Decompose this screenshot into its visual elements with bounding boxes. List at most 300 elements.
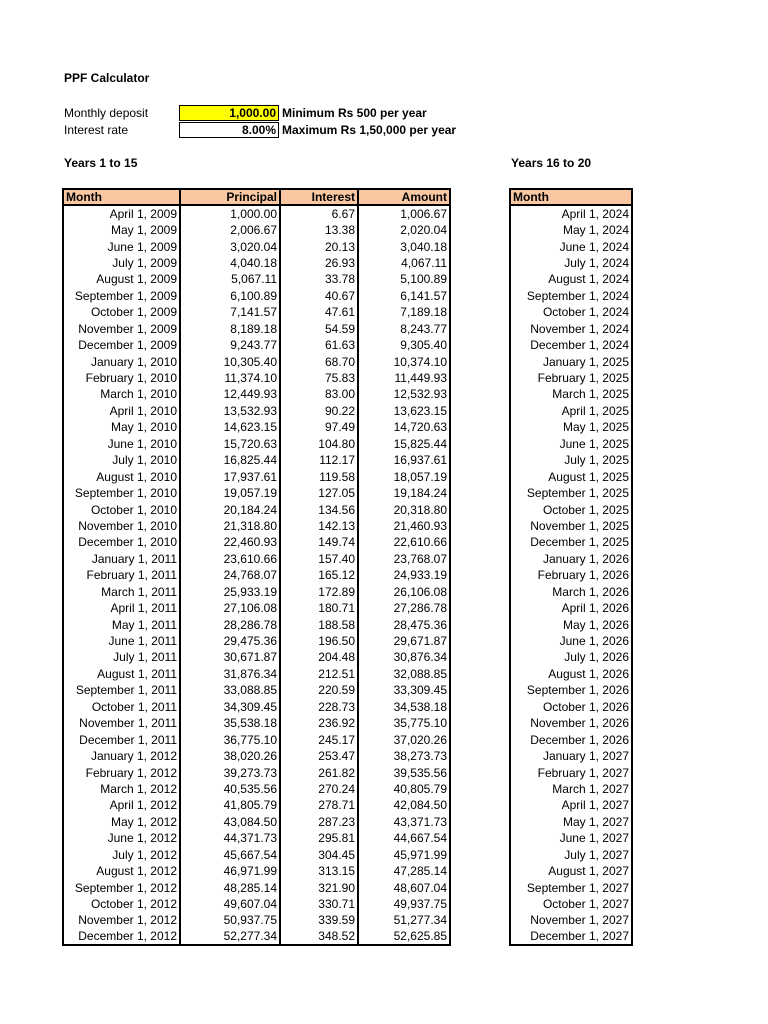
amount-cell: 40,805.79 (358, 781, 450, 797)
interest-cell: 13.38 (280, 222, 358, 238)
amount-cell: 45,971.99 (358, 847, 450, 863)
month-cell: August 1, 2010 (63, 468, 180, 484)
month-cell: October 1, 2026 (510, 699, 632, 715)
amount-cell: 35,775.10 (358, 715, 450, 731)
interest-cell: 188.58 (280, 616, 358, 632)
interest-cell: 33.78 (280, 271, 358, 287)
table-row (63, 518, 450, 534)
principal-cell: 6,100.89 (180, 288, 280, 304)
table-row (63, 847, 450, 863)
amount-cell: 47,285.14 (358, 863, 450, 879)
month-cell: May 1, 2026 (510, 616, 632, 632)
interest-cell: 54.59 (280, 321, 358, 337)
second-table-header (510, 189, 632, 205)
principal-cell: 38,020.26 (180, 748, 280, 764)
principal-cell: 49,607.04 (180, 896, 280, 912)
interest-cell: 40.67 (280, 288, 358, 304)
header-month-right: Month (510, 189, 632, 205)
month-cell: November 1, 2024 (510, 321, 632, 337)
month-cell: April 1, 2009 (63, 205, 180, 221)
amount-cell: 1,006.67 (358, 205, 450, 221)
month-cell: April 1, 2026 (510, 600, 632, 616)
table-row (63, 731, 450, 747)
amount-cell: 7,189.18 (358, 304, 450, 320)
month-cell: October 1, 2024 (510, 304, 632, 320)
table-row (63, 403, 450, 419)
month-cell: February 1, 2026 (510, 567, 632, 583)
month-cell: September 1, 2026 (510, 682, 632, 698)
principal-cell: 35,538.18 (180, 715, 280, 731)
amount-cell: 6,141.57 (358, 288, 450, 304)
header-principal: Principal (180, 189, 280, 205)
interest-cell: 196.50 (280, 633, 358, 649)
interest-cell: 253.47 (280, 748, 358, 764)
principal-cell: 8,189.18 (180, 321, 280, 337)
table-row (63, 205, 450, 221)
interest-cell: 90.22 (280, 403, 358, 419)
main-table (62, 188, 451, 946)
month-cell: December 1, 2026 (510, 731, 632, 747)
principal-cell: 7,141.57 (180, 304, 280, 320)
principal-cell: 4,040.18 (180, 255, 280, 271)
month-cell: June 1, 2011 (63, 633, 180, 649)
table-row (63, 929, 450, 945)
month-cell: December 1, 2024 (510, 337, 632, 353)
month-cell: August 1, 2012 (63, 863, 180, 879)
table-row (63, 748, 450, 764)
month-cell: February 1, 2012 (63, 764, 180, 780)
month-cell: March 1, 2027 (510, 781, 632, 797)
table-row (63, 288, 450, 304)
principal-cell: 48,285.14 (180, 879, 280, 895)
table-row (510, 321, 632, 337)
principal-cell: 17,937.61 (180, 468, 280, 484)
amount-cell: 27,286.78 (358, 600, 450, 616)
table-row (63, 501, 450, 517)
table-row (510, 748, 632, 764)
monthly-deposit-label: Monthly deposit (64, 106, 149, 120)
month-cell: December 1, 2009 (63, 337, 180, 353)
table-row (510, 715, 632, 731)
interest-cell: 304.45 (280, 847, 358, 863)
principal-cell: 43,084.50 (180, 814, 280, 830)
table-row (63, 830, 450, 846)
month-cell: October 1, 2025 (510, 501, 632, 517)
interest-cell: 47.61 (280, 304, 358, 320)
month-cell: February 1, 2011 (63, 567, 180, 583)
month-cell: January 1, 2011 (63, 551, 180, 567)
main-table-header (63, 189, 450, 205)
amount-cell: 2,020.04 (358, 222, 450, 238)
table-row (510, 797, 632, 813)
table-row (510, 468, 632, 484)
interest-cell: 220.59 (280, 682, 358, 698)
interest-cell: 134.56 (280, 501, 358, 517)
table-row (63, 271, 450, 287)
table-row (510, 682, 632, 698)
table-row (63, 436, 450, 452)
month-cell: April 1, 2010 (63, 403, 180, 419)
month-cell: April 1, 2027 (510, 797, 632, 813)
month-cell: November 1, 2009 (63, 321, 180, 337)
table-row (510, 518, 632, 534)
table-row (510, 271, 632, 287)
amount-cell: 29,671.87 (358, 633, 450, 649)
principal-cell: 33,088.85 (180, 682, 280, 698)
principal-cell: 19,057.19 (180, 485, 280, 501)
table-row (510, 551, 632, 567)
amount-cell: 8,243.77 (358, 321, 450, 337)
principal-cell: 25,933.19 (180, 584, 280, 600)
month-cell: January 1, 2025 (510, 353, 632, 369)
table-row (510, 830, 632, 846)
month-cell: December 1, 2025 (510, 534, 632, 550)
interest-rate-label: Interest rate (64, 123, 129, 137)
month-cell: November 1, 2012 (63, 912, 180, 928)
amount-cell: 16,937.61 (358, 452, 450, 468)
month-cell: May 1, 2024 (510, 222, 632, 238)
table-row (63, 863, 450, 879)
interest-cell: 127.05 (280, 485, 358, 501)
month-cell: November 1, 2010 (63, 518, 180, 534)
principal-cell: 31,876.34 (180, 666, 280, 682)
table-row (510, 633, 632, 649)
amount-cell: 43,371.73 (358, 814, 450, 830)
month-cell: March 1, 2025 (510, 386, 632, 402)
principal-cell: 36,775.10 (180, 731, 280, 747)
principal-cell: 30,671.87 (180, 649, 280, 665)
table-row (510, 847, 632, 863)
interest-cell: 20.13 (280, 238, 358, 254)
month-cell: May 1, 2011 (63, 616, 180, 632)
page-title: PPF Calculator (64, 71, 150, 85)
month-cell: September 1, 2010 (63, 485, 180, 501)
interest-cell: 83.00 (280, 386, 358, 402)
second-table (509, 188, 633, 946)
month-cell: May 1, 2010 (63, 419, 180, 435)
interest-cell: 97.49 (280, 419, 358, 435)
table-row (63, 321, 450, 337)
table-row (510, 222, 632, 238)
principal-cell: 29,475.36 (180, 633, 280, 649)
principal-cell: 44,371.73 (180, 830, 280, 846)
month-cell: July 1, 2009 (63, 255, 180, 271)
interest-cell: 157.40 (280, 551, 358, 567)
amount-cell: 19,184.24 (358, 485, 450, 501)
month-cell: September 1, 2024 (510, 288, 632, 304)
table-row (510, 353, 632, 369)
month-cell: June 1, 2027 (510, 830, 632, 846)
amount-cell: 24,933.19 (358, 567, 450, 583)
table-row (510, 781, 632, 797)
section-years-16-20: Years 16 to 20 (511, 156, 592, 170)
interest-cell: 142.13 (280, 518, 358, 534)
table-row (510, 452, 632, 468)
month-cell: February 1, 2010 (63, 370, 180, 386)
interest-cell: 236.92 (280, 715, 358, 731)
table-row (510, 699, 632, 715)
month-cell: November 1, 2025 (510, 518, 632, 534)
month-cell: November 1, 2026 (510, 715, 632, 731)
month-cell: April 1, 2011 (63, 600, 180, 616)
interest-cell: 295.81 (280, 830, 358, 846)
monthly-deposit-input[interactable]: 1,000.00 (179, 105, 279, 121)
table-row (510, 764, 632, 780)
table-row (510, 616, 632, 632)
month-cell: June 1, 2012 (63, 830, 180, 846)
month-cell: November 1, 2027 (510, 912, 632, 928)
month-cell: July 1, 2024 (510, 255, 632, 271)
principal-cell: 12,449.93 (180, 386, 280, 402)
amount-cell: 38,273.73 (358, 748, 450, 764)
section-years-1-15: Years 1 to 15 (64, 156, 138, 170)
amount-cell: 37,020.26 (358, 731, 450, 747)
principal-cell: 24,768.07 (180, 567, 280, 583)
monthly-deposit-note: Minimum Rs 500 per year (282, 106, 427, 120)
month-cell: September 1, 2009 (63, 288, 180, 304)
month-cell: May 1, 2012 (63, 814, 180, 830)
principal-cell: 15,720.63 (180, 436, 280, 452)
principal-cell: 16,825.44 (180, 452, 280, 468)
principal-cell: 34,309.45 (180, 699, 280, 715)
table-row (63, 633, 450, 649)
amount-cell: 44,667.54 (358, 830, 450, 846)
principal-cell: 3,020.04 (180, 238, 280, 254)
table-row (63, 337, 450, 353)
table-row (63, 715, 450, 731)
amount-cell: 33,309.45 (358, 682, 450, 698)
table-row (63, 879, 450, 895)
month-cell: March 1, 2026 (510, 584, 632, 600)
amount-cell: 48,607.04 (358, 879, 450, 895)
table-row (63, 616, 450, 632)
table-row (510, 567, 632, 583)
principal-cell: 40,535.56 (180, 781, 280, 797)
month-cell: May 1, 2027 (510, 814, 632, 830)
month-cell: July 1, 2011 (63, 649, 180, 665)
principal-cell: 1,000.00 (180, 205, 280, 221)
month-cell: May 1, 2009 (63, 222, 180, 238)
interest-cell: 180.71 (280, 600, 358, 616)
month-cell: December 1, 2027 (510, 929, 632, 945)
interest-cell: 287.23 (280, 814, 358, 830)
amount-cell: 32,088.85 (358, 666, 450, 682)
table-row (510, 584, 632, 600)
month-cell: July 1, 2010 (63, 452, 180, 468)
month-cell: October 1, 2012 (63, 896, 180, 912)
principal-cell: 50,937.75 (180, 912, 280, 928)
month-cell: September 1, 2025 (510, 485, 632, 501)
principal-cell: 45,667.54 (180, 847, 280, 863)
interest-cell: 75.83 (280, 370, 358, 386)
table-row (63, 600, 450, 616)
month-cell: January 1, 2027 (510, 748, 632, 764)
amount-cell: 4,067.11 (358, 255, 450, 271)
table-row (63, 797, 450, 813)
table-row (510, 814, 632, 830)
amount-cell: 28,475.36 (358, 616, 450, 632)
table-row (510, 600, 632, 616)
interest-cell: 245.17 (280, 731, 358, 747)
table-row (63, 452, 450, 468)
amount-cell: 18,057.19 (358, 468, 450, 484)
month-cell: August 1, 2025 (510, 468, 632, 484)
table-row (510, 304, 632, 320)
table-row (510, 370, 632, 386)
interest-cell: 165.12 (280, 567, 358, 583)
month-cell: February 1, 2027 (510, 764, 632, 780)
header-interest: Interest (280, 189, 358, 205)
principal-cell: 39,273.73 (180, 764, 280, 780)
table-row (63, 896, 450, 912)
month-cell: January 1, 2026 (510, 551, 632, 567)
amount-cell: 39,535.56 (358, 764, 450, 780)
table-row (510, 896, 632, 912)
table-row (63, 468, 450, 484)
month-cell: January 1, 2012 (63, 748, 180, 764)
header-amount: Amount (358, 189, 450, 205)
month-cell: July 1, 2025 (510, 452, 632, 468)
amount-cell: 51,277.34 (358, 912, 450, 928)
table-row (63, 222, 450, 238)
month-cell: June 1, 2009 (63, 238, 180, 254)
table-row (510, 238, 632, 254)
principal-cell: 46,971.99 (180, 863, 280, 879)
table-row (510, 731, 632, 747)
amount-cell: 42,084.50 (358, 797, 450, 813)
table-row (63, 485, 450, 501)
month-cell: October 1, 2011 (63, 699, 180, 715)
interest-cell: 348.52 (280, 929, 358, 945)
table-row (63, 649, 450, 665)
principal-cell: 52,277.34 (180, 929, 280, 945)
interest-cell: 204.48 (280, 649, 358, 665)
month-cell: March 1, 2010 (63, 386, 180, 402)
month-cell: August 1, 2027 (510, 863, 632, 879)
table-row (63, 567, 450, 583)
table-row (63, 682, 450, 698)
interest-rate-input[interactable]: 8.00% (179, 122, 279, 138)
principal-cell: 20,184.24 (180, 501, 280, 517)
month-cell: April 1, 2025 (510, 403, 632, 419)
table-row (63, 304, 450, 320)
table-row (510, 255, 632, 271)
amount-cell: 22,610.66 (358, 534, 450, 550)
table-row (63, 370, 450, 386)
table-row (510, 485, 632, 501)
interest-cell: 6.67 (280, 205, 358, 221)
amount-cell: 49,937.75 (358, 896, 450, 912)
table-row (63, 666, 450, 682)
interest-cell: 212.51 (280, 666, 358, 682)
table-row (510, 419, 632, 435)
amount-cell: 26,106.08 (358, 584, 450, 600)
month-cell: October 1, 2010 (63, 501, 180, 517)
month-cell: September 1, 2012 (63, 879, 180, 895)
principal-cell: 41,805.79 (180, 797, 280, 813)
table-row (63, 238, 450, 254)
interest-cell: 61.63 (280, 337, 358, 353)
principal-cell: 21,318.80 (180, 518, 280, 534)
table-row (63, 764, 450, 780)
month-cell: June 1, 2024 (510, 238, 632, 254)
table-row (63, 353, 450, 369)
interest-cell: 313.15 (280, 863, 358, 879)
table-row (63, 781, 450, 797)
table-row (510, 436, 632, 452)
table-row (510, 403, 632, 419)
month-cell: December 1, 2011 (63, 731, 180, 747)
amount-cell: 9,305.40 (358, 337, 450, 353)
month-cell: December 1, 2012 (63, 929, 180, 945)
amount-cell: 23,768.07 (358, 551, 450, 567)
principal-cell: 22,460.93 (180, 534, 280, 550)
table-row (510, 288, 632, 304)
month-cell: August 1, 2011 (63, 666, 180, 682)
month-cell: February 1, 2025 (510, 370, 632, 386)
month-cell: April 1, 2024 (510, 205, 632, 221)
table-row (63, 584, 450, 600)
interest-cell: 228.73 (280, 699, 358, 715)
amount-cell: 30,876.34 (358, 649, 450, 665)
header-month: Month (63, 189, 180, 205)
amount-cell: 52,625.85 (358, 929, 450, 945)
interest-cell: 172.89 (280, 584, 358, 600)
amount-cell: 11,449.93 (358, 370, 450, 386)
table-row (63, 386, 450, 402)
principal-cell: 28,286.78 (180, 616, 280, 632)
table-row (510, 386, 632, 402)
principal-cell: 9,243.77 (180, 337, 280, 353)
month-cell: July 1, 2012 (63, 847, 180, 863)
interest-cell: 261.82 (280, 764, 358, 780)
month-cell: August 1, 2009 (63, 271, 180, 287)
principal-cell: 23,610.66 (180, 551, 280, 567)
amount-cell: 20,318.80 (358, 501, 450, 517)
month-cell: December 1, 2010 (63, 534, 180, 550)
principal-cell: 5,067.11 (180, 271, 280, 287)
principal-cell: 11,374.10 (180, 370, 280, 386)
month-cell: May 1, 2025 (510, 419, 632, 435)
amount-cell: 15,825.44 (358, 436, 450, 452)
month-cell: August 1, 2024 (510, 271, 632, 287)
table-row (63, 912, 450, 928)
table-row (63, 419, 450, 435)
month-cell: September 1, 2027 (510, 879, 632, 895)
month-cell: August 1, 2026 (510, 666, 632, 682)
table-row (510, 534, 632, 550)
interest-cell: 321.90 (280, 879, 358, 895)
table-row (510, 863, 632, 879)
table-row (510, 666, 632, 682)
month-cell: June 1, 2026 (510, 633, 632, 649)
interest-rate-note: Maximum Rs 1,50,000 per year (282, 123, 457, 137)
table-row (510, 912, 632, 928)
table-row (63, 551, 450, 567)
month-cell: October 1, 2009 (63, 304, 180, 320)
interest-cell: 112.17 (280, 452, 358, 468)
interest-cell: 104.80 (280, 436, 358, 452)
amount-cell: 13,623.15 (358, 403, 450, 419)
interest-cell: 270.24 (280, 781, 358, 797)
interest-cell: 119.58 (280, 468, 358, 484)
table-row (63, 534, 450, 550)
table-row (63, 699, 450, 715)
principal-cell: 14,623.15 (180, 419, 280, 435)
principal-cell: 2,006.67 (180, 222, 280, 238)
amount-cell: 34,538.18 (358, 699, 450, 715)
table-row (510, 501, 632, 517)
